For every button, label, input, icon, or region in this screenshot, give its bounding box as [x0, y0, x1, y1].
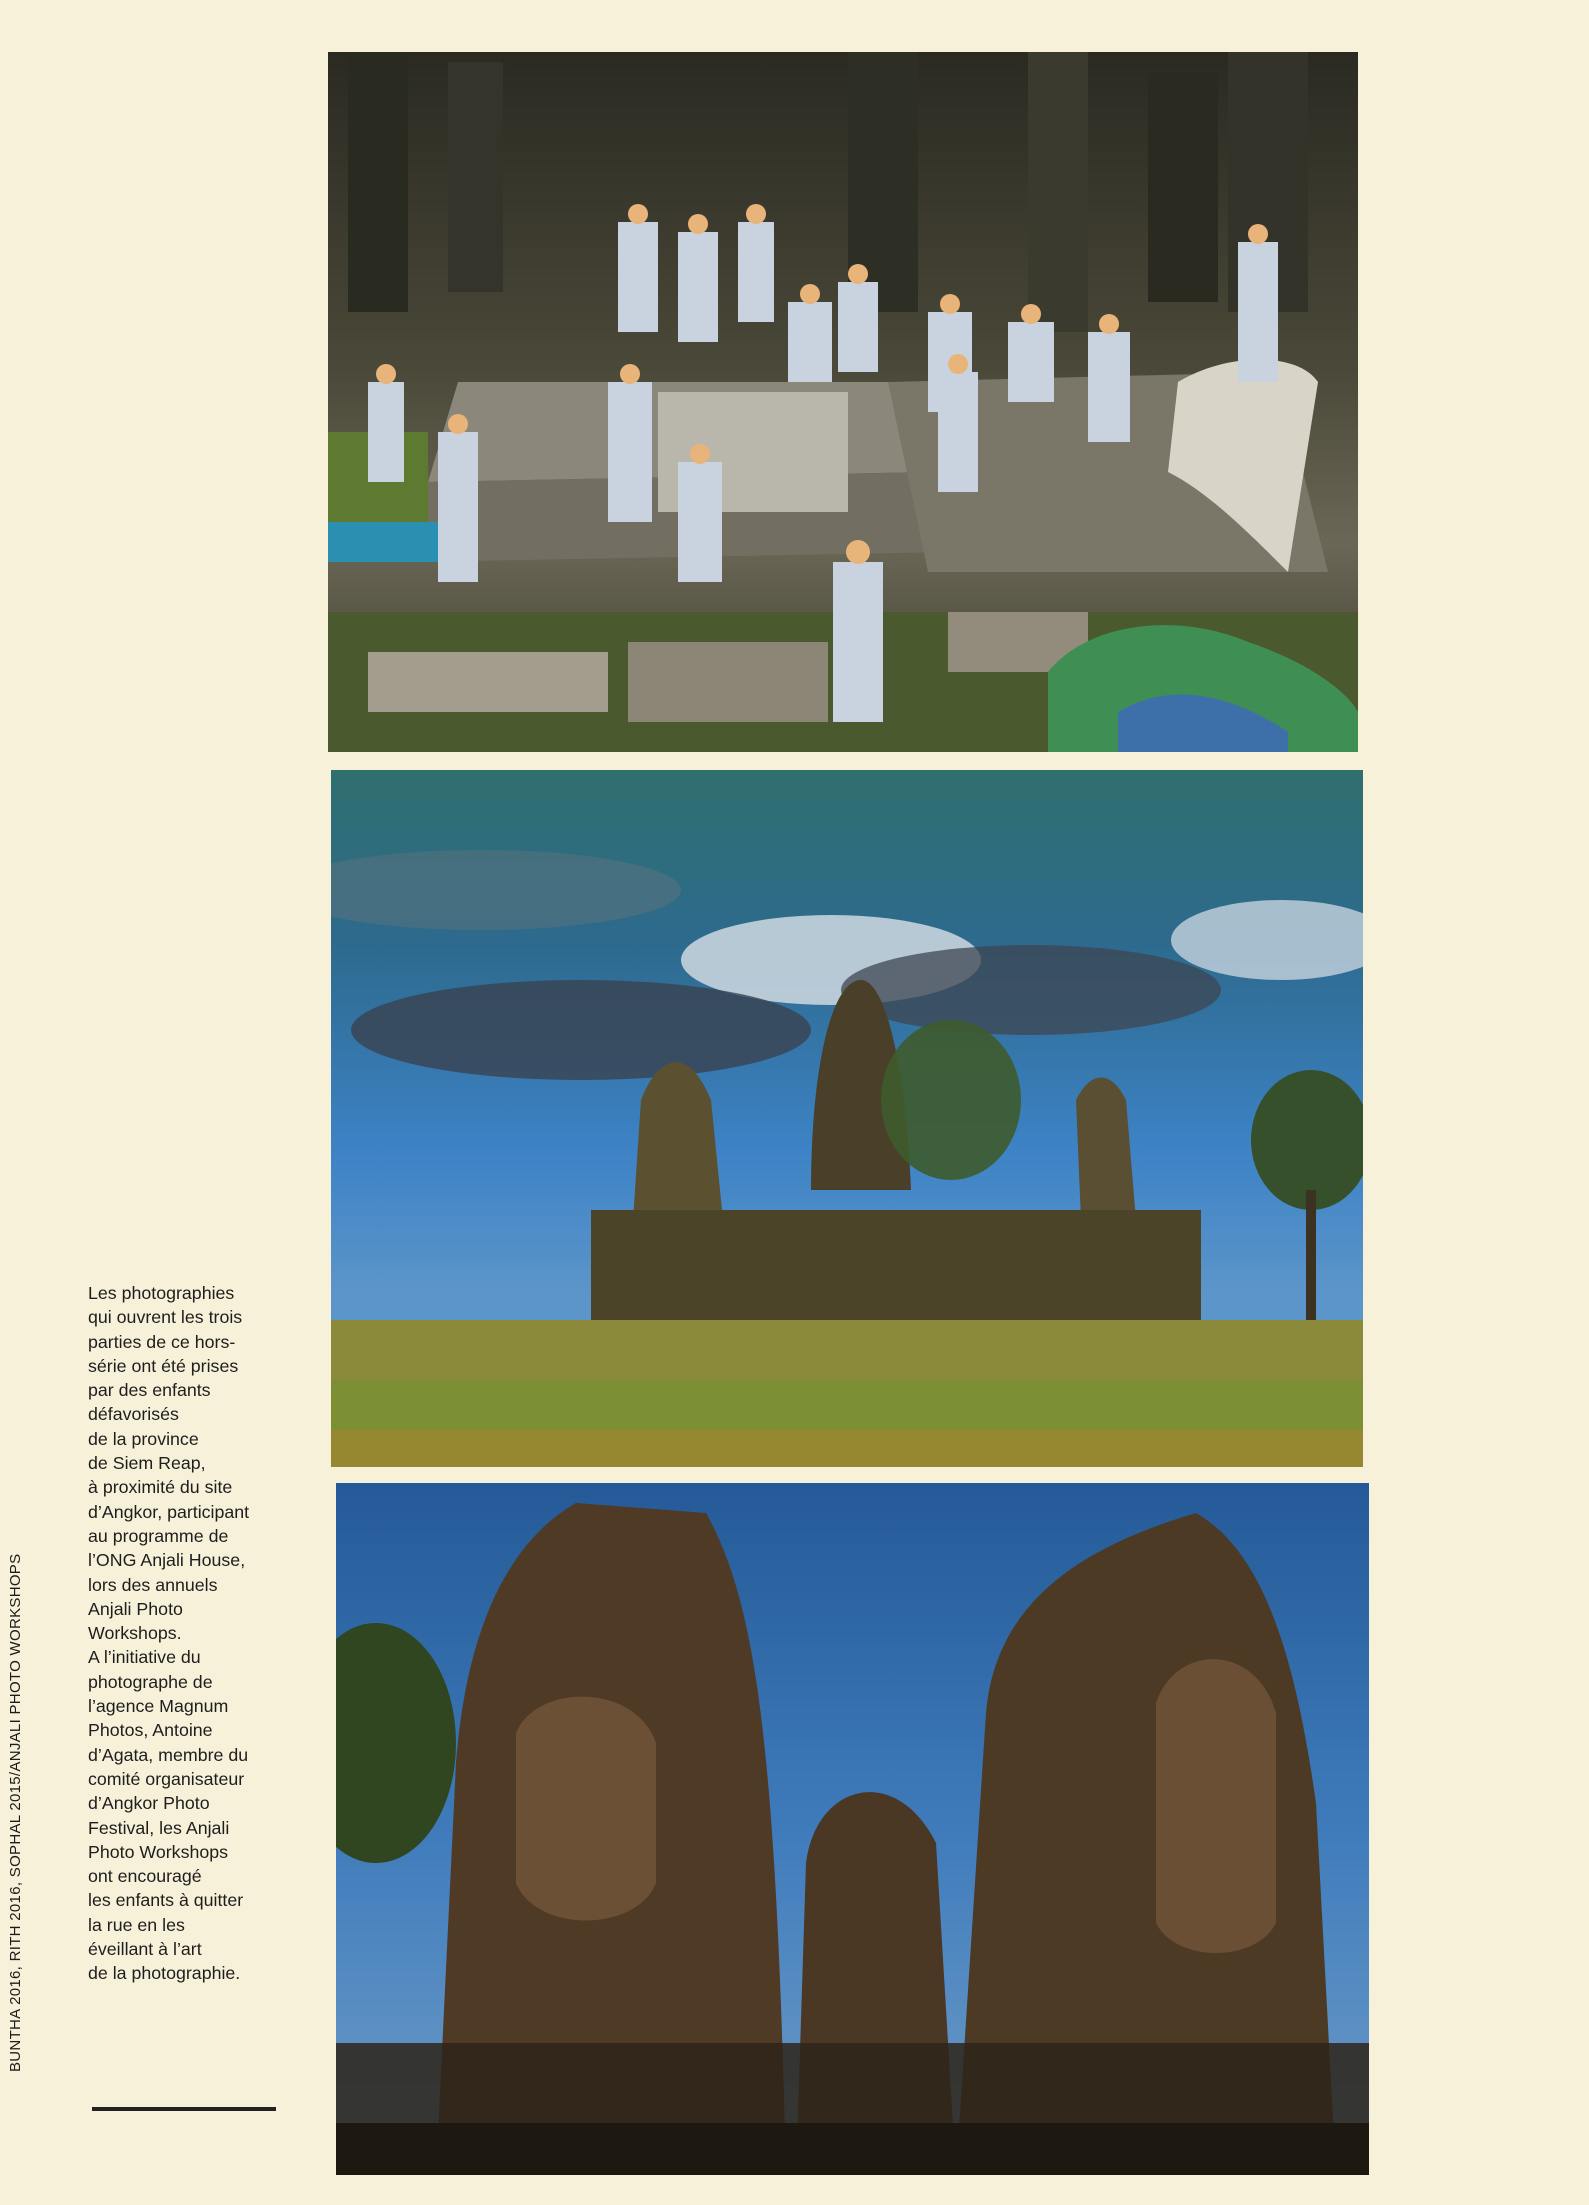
caption-line: photographe de	[88, 1671, 213, 1692]
caption-line: défavorisés	[88, 1404, 179, 1425]
caption-rule	[92, 2107, 276, 2111]
photo-angkor-wat	[331, 770, 1363, 1467]
caption-line: ont encouragé	[88, 1866, 202, 1887]
caption-line: au programme de	[88, 1525, 229, 1546]
caption-line: comité organisateur	[88, 1768, 245, 1789]
photo-bayon-faces	[336, 1483, 1369, 2175]
caption-line: Workshops.	[88, 1623, 182, 1644]
caption-line: série ont été prises	[88, 1355, 239, 1376]
caption-line: Anjali Photo	[88, 1598, 183, 1619]
caption-line: lors des annuels	[88, 1574, 218, 1595]
caption-line: d’Angkor Photo	[88, 1793, 210, 1814]
caption-line: de la photographie.	[88, 1963, 241, 1984]
photo-restoration-workers	[328, 52, 1358, 752]
caption-line: les enfants à quitter	[88, 1890, 244, 1911]
caption-line: Festival, les Anjali	[88, 1817, 230, 1838]
caption	[88, 1281, 288, 1986]
photo-credit: BUNTHA 2016, RITH 2016, SOPHAL 2015/ANJALI PHOTO WORKSHOPS	[7, 1553, 24, 2072]
caption-line: l’agence Magnum	[88, 1696, 229, 1717]
caption-line: parties de ce hors-	[88, 1331, 236, 1352]
caption-line: par des enfants	[88, 1380, 211, 1401]
caption-line: qui ouvrent les trois	[88, 1307, 243, 1328]
caption-line: éveillant à l’art	[88, 1939, 202, 1960]
caption-line: d’Agata, membre du	[88, 1744, 249, 1765]
caption-line: Les photographies	[88, 1283, 235, 1303]
caption-line: la rue en les	[88, 1914, 185, 1935]
caption-line: à proximité du site	[88, 1477, 233, 1498]
caption-line: de Siem Reap,	[88, 1453, 206, 1474]
caption-line: d’Angkor, participant	[88, 1501, 250, 1522]
caption-line: l’ONG Anjali House,	[88, 1550, 246, 1571]
caption-line: de la province	[88, 1428, 199, 1449]
caption-line: Photo Workshops	[88, 1841, 229, 1862]
caption-line: Photos, Antoine	[88, 1720, 213, 1741]
caption-line: A l’initiative du	[88, 1647, 201, 1668]
